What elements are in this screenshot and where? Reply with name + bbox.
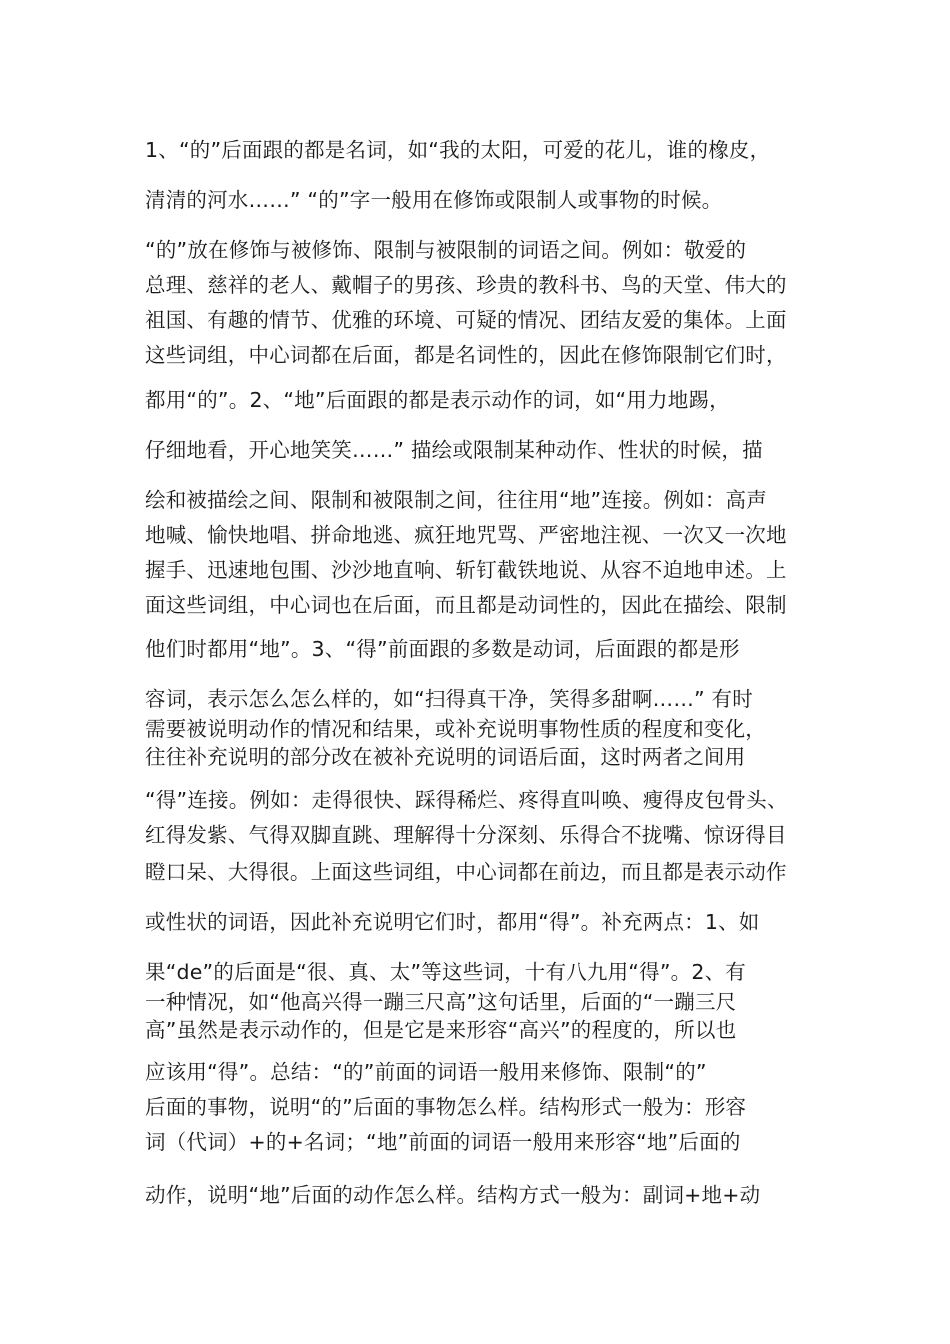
text-line: 地喊、愉快地唱、拼命地逃、疯狂地咒骂、严密地注视、一次又一次地 xyxy=(145,523,787,547)
text-line: 应该用“得”。总结：“的”前面的词语一般用来修饰、限制“的” xyxy=(145,1060,707,1084)
text-line: 都用“的”。2、“地”后面跟的都是表示动作的词，如“用力地踢， xyxy=(145,388,730,412)
text-line: 握手、迅速地包围、沙沙地直响、斩钉截铁地说、从容不迫地申述。上 xyxy=(145,558,787,582)
text-line: “得”连接。例如：走得很快、踩得稀烂、疼得直叫唤、瘦得皮包骨头、 xyxy=(145,788,788,812)
text-line: “的”放在修饰与被修饰、限制与被限制的词语之间。例如：敬爱的 xyxy=(145,238,747,262)
text-line: 绘和被描绘之间、限制和被限制之间，往往用“地”连接。例如：高声 xyxy=(145,488,767,512)
text-line: 高”虽然是表示动作的，但是它是来形容“高兴”的程度的，所以也 xyxy=(145,1018,737,1042)
text-line: 往往补充说明的部分改在被补充说明的词语后面，这时两者之间用 xyxy=(145,745,746,769)
text-line: 果“de”的后面是“很、真、太”等这些词，十有八九用“得”。2、有 xyxy=(145,960,746,984)
text-line: 他们时都用“地”。3、“得”前面跟的多数是动词，后面跟的都是形 xyxy=(145,637,740,661)
text-line: 清清的河水……” “的”字一般用在修饰或限制人或事物的时候。 xyxy=(145,188,723,212)
text-line: 或性状的词语，因此补充说明它们时，都用“得”。补充两点：1、如 xyxy=(145,910,760,934)
text-line: 需要被说明动作的情况和结果，或补充说明事物性质的程度和变化， xyxy=(145,717,766,741)
text-line: 容词，表示怎么怎么样的，如“扫得真干净，笑得多甜啊……” 有时 xyxy=(145,687,753,711)
text-line: 一种情况，如“他高兴得一蹦三尺高”这句话里，后面的“一蹦三尺 xyxy=(145,990,737,1014)
text-line: 总理、慈祥的老人、戴帽子的男孩、珍贵的教科书、鸟的天堂、伟大的 xyxy=(145,273,787,297)
text-line: 仔细地看，开心地笑笑……” 描绘或限制某种动作、性状的时候，描 xyxy=(145,438,763,462)
text-line: 动作，说明“地”后面的动作怎么样。结构方式一般为：副词+地+动 xyxy=(145,1183,761,1207)
text-line: 祖国、有趣的情节、优雅的环境、可疑的情况、团结友爱的集体。上面 xyxy=(145,308,787,332)
text-line: 瞪口呆、大得很。上面这些词组，中心词都在前边，而且都是表示动作 xyxy=(145,860,787,884)
text-line: 面这些词组，中心词也在后面，而且都是动词性的，因此在描绘、限制 xyxy=(145,593,787,617)
text-line: 词（代词）+的+名词；“地”前面的词语一般用来形容“地”后面的 xyxy=(145,1130,741,1154)
text-line: 1、“的”后面跟的都是名词，如“我的太阳，可爱的花儿，谁的橡皮， xyxy=(145,138,771,162)
text-line: 这些词组，中心词都在后面，都是名词性的，因此在修饰限制它们时， xyxy=(145,343,787,367)
text-line: 后面的事物，说明“的”后面的事物怎么样。结构形式一般为：形容 xyxy=(145,1095,747,1119)
text-line: 红得发紫、气得双脚直跳、理解得十分深刻、乐得合不拢嘴、惊讶得目 xyxy=(145,823,787,847)
